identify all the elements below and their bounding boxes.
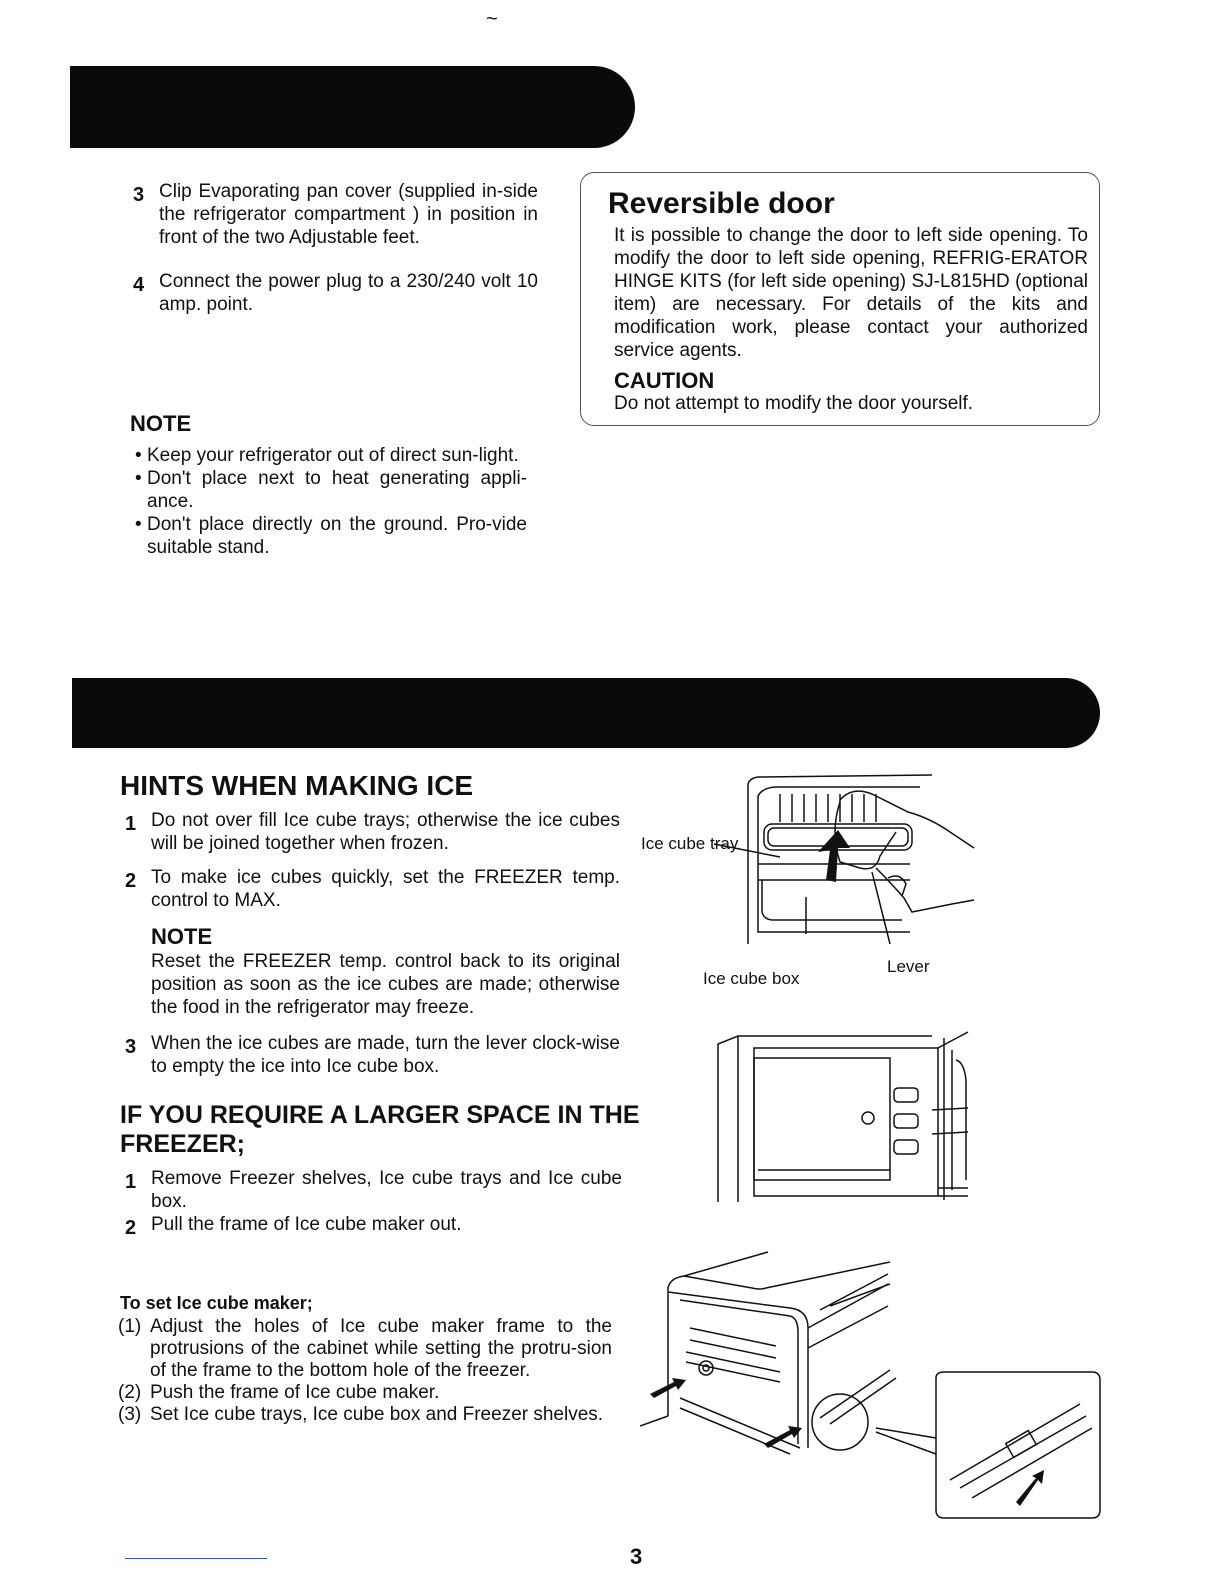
- install-step-3: 3 Clip Evaporating pan cover (supplied in-side the refrigerator compartment ) in position in front of the two Adjustable feet.: [133, 181, 538, 248]
- caution-heading: CAUTION: [614, 368, 715, 393]
- hints-note-text: Reset the FREEZER temp. control back to its original position as soon as the ice cubes are made; otherwise the food in the refrigerator may freeze.: [151, 951, 620, 1018]
- install-step-4: 4 Connect the power plug to a 230/240 volt 10 amp. point.: [133, 271, 538, 315]
- footer-rule: [125, 1558, 267, 1559]
- stray-mark: ~: [486, 8, 498, 30]
- larger-space-step-2: 2 Pull the frame of Ice cube maker out.: [125, 1214, 462, 1239]
- note-heading: NOTE: [130, 411, 192, 436]
- section-banner-top: [70, 66, 635, 148]
- note-bullet: • Don't place directly on the ground. Pro-vide suitable stand.: [135, 513, 527, 559]
- reversible-door-text: It is possible to change the door to left side opening. To modify the door to left side opening, REFRIG-ERATOR HINGE KITS (for left side opening) SJ-L815HD (optional item) are necessary. For details of the kits and modification work, please contact your authorized service agents.: [614, 225, 1088, 361]
- freezer-compartment-illustration: [712, 1030, 972, 1210]
- set-ice-step: (2) Push the frame of Ice cube maker.: [118, 1382, 440, 1403]
- hints-step-1: 1 Do not over fill Ice cube trays; otherwise the ice cubes will be joined together when frozen.: [125, 810, 620, 854]
- ice-cube-tray-label: Ice cube tray: [641, 834, 739, 853]
- ice-cube-maker-frame-illustration: [640, 1248, 1110, 1528]
- hints-step-3: 3 When the ice cubes are made, turn the lever clock-wise to empty the ice into Ice cube box.: [125, 1033, 620, 1077]
- note-bullets: [135, 444, 527, 559]
- section-banner-middle: [72, 678, 1100, 748]
- larger-space-heading: IF YOU REQUIRE A LARGER SPACE IN THE FREEZER;: [120, 1101, 640, 1158]
- set-ice-step: (1) Adjust the holes of Ice cube maker frame to the protrusions of the cabinet while setting the protru-sion of the frame to the bottom hole of the freezer.: [118, 1316, 612, 1381]
- larger-space-step-1: 1 Remove Freezer shelves, Ice cube trays and Ice cube box.: [125, 1168, 622, 1212]
- hints-step-2: 2 To make ice cubes quickly, set the FREEZER temp. control to MAX.: [125, 867, 620, 911]
- reversible-door-title: Reversible door: [608, 187, 835, 220]
- set-ice-step: (3) Set Ice cube trays, Ice cube box and Freezer shelves.: [118, 1404, 604, 1425]
- page-number: 3: [630, 1544, 643, 1569]
- set-ice-heading: To set Ice cube maker;: [120, 1293, 313, 1313]
- lever-label: Lever: [887, 957, 930, 976]
- set-ice-steps: [118, 1316, 612, 1426]
- hints-note-heading: NOTE: [151, 924, 213, 949]
- note-bullet: • Keep your refrigerator out of direct sun-light.: [135, 444, 527, 467]
- hints-heading: HINTS WHEN MAKING ICE: [120, 770, 474, 801]
- caution-text: Do not attempt to modify the door yourself.: [614, 393, 974, 414]
- ice-cube-box-label: Ice cube box: [703, 969, 800, 988]
- note-bullet: • Don't place next to heat generating appli-ance.: [135, 467, 527, 513]
- ice-tray-lever-illustration: [640, 772, 980, 952]
